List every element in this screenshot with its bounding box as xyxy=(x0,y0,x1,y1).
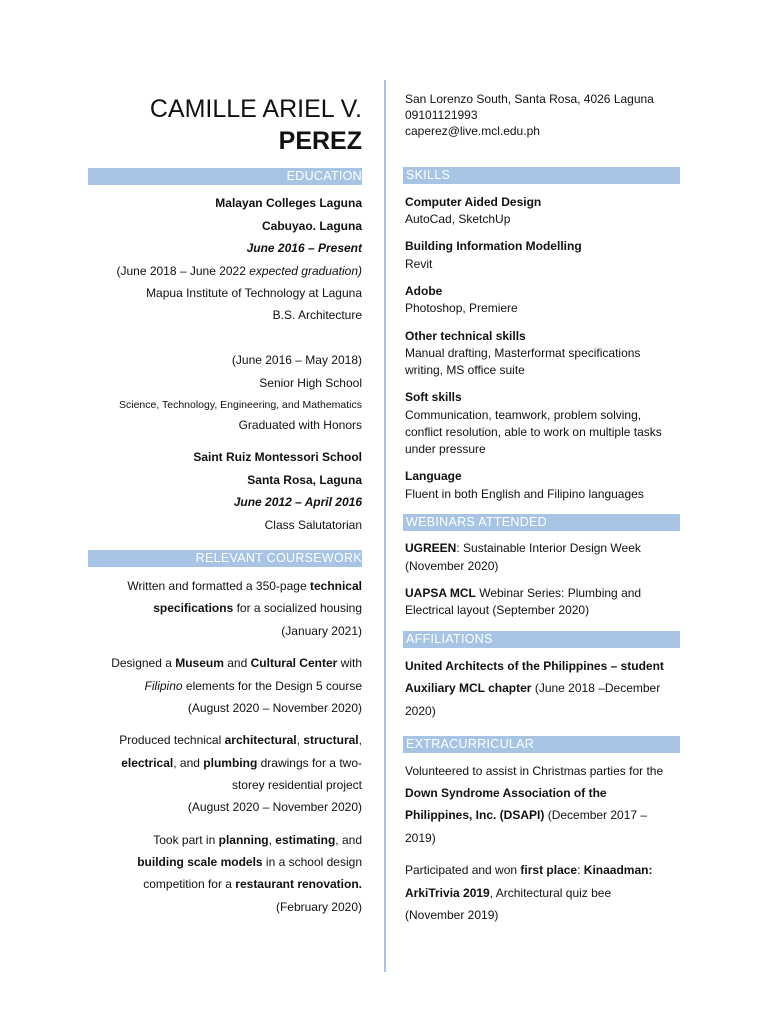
skill-text: under pressure xyxy=(405,442,486,456)
name-last: PEREZ xyxy=(278,127,362,155)
school-honor: Class Salutatorian xyxy=(264,518,362,532)
skill-title: Adobe xyxy=(405,284,443,298)
program-degree: B.S. Architecture xyxy=(272,308,362,322)
affiliation-line: 2020) xyxy=(405,704,436,718)
extracurricular-line: (November 2019) xyxy=(405,908,499,922)
school-location: Santa Rosa, Laguna xyxy=(247,473,362,487)
skill-title: Computer Aided Design xyxy=(405,195,542,209)
school-location: Cabuyao. Laguna xyxy=(261,219,362,233)
program-institution: Mapua Institute of Technology at Laguna xyxy=(146,286,362,300)
extracurricular-line: Philippines, Inc. (DSAPI) (December 2017 – xyxy=(405,808,648,822)
program-honor: Graduated with Honors xyxy=(238,418,362,432)
coursework-line: electrical, and plumbing drawings for a two- xyxy=(121,756,362,770)
school-name: Saint Ruiz Montessori School xyxy=(193,450,362,464)
skill-text: AutoCad, SketchUp xyxy=(405,212,511,226)
skill-text: writing, MS office suite xyxy=(405,363,525,377)
coursework-line: Designed a Museum and Cultural Center with xyxy=(111,656,362,670)
coursework-line: competition for a restaurant renovation. xyxy=(143,877,362,891)
skill-text: conflict resolution, able to work on multiple tasks xyxy=(405,425,662,439)
program-dates: (June 2016 – May 2018) xyxy=(231,353,362,367)
coursework-heading: RELEVANT COURSEWORK xyxy=(88,550,362,567)
extracurricular-line: Down Syndrome Association of the xyxy=(405,786,607,800)
coursework-date: (January 2021) xyxy=(281,624,362,638)
school-dates: June 2016 – Present xyxy=(246,241,362,255)
phone: 09101121993 xyxy=(405,108,478,122)
webinar-line: (November 2020) xyxy=(405,559,499,573)
skill-title: Language xyxy=(405,469,462,483)
coursework-line: Produced technical architectural, structural, xyxy=(119,733,362,747)
webinar-line: UAPSA MCL Webinar Series: Plumbing and xyxy=(405,586,642,600)
coursework-line: specifications for a socialized housing xyxy=(153,601,362,615)
school-dates: June 2012 – April 2016 xyxy=(233,495,362,509)
address: San Lorenzo South, Santa Rosa, 4026 Laguna xyxy=(405,92,654,106)
program-strand: Science, Technology, Engineering, and Mathematics xyxy=(118,399,362,411)
coursework-line: Filipino elements for the Design 5 course xyxy=(144,679,362,693)
column-divider xyxy=(384,80,386,972)
program-dates: (June 2018 – June 2022 expected graduation) xyxy=(116,264,362,278)
extracurricular-line: ArkiTrivia 2019, Architectural quiz bee xyxy=(405,886,612,900)
skill-text: Fluent in both English and Filipino languages xyxy=(405,487,644,501)
skill-text: Manual drafting, Masterformat specifications xyxy=(405,346,641,360)
name-first: CAMILLE ARIEL V. xyxy=(149,95,362,123)
extracurricular-line: Participated and won first place: Kinaadman: xyxy=(405,863,653,877)
education-heading: EDUCATION xyxy=(88,168,362,185)
affiliation-line: United Architects of the Philippines – student xyxy=(405,659,664,673)
skill-text: Revit xyxy=(405,257,433,271)
school-name: Malayan Colleges Laguna xyxy=(215,196,362,210)
coursework-date: (August 2020 – November 2020) xyxy=(187,800,362,814)
skill-title: Soft skills xyxy=(405,390,462,404)
affiliations-heading: AFFILIATIONS xyxy=(403,631,680,648)
skill-text: Communication, teamwork, problem solving, xyxy=(405,408,642,422)
webinars-heading: WEBINARS ATTENDED xyxy=(403,514,680,531)
webinar-line: Electrical layout (September 2020) xyxy=(405,603,590,617)
skills-heading: SKILLS xyxy=(403,167,680,184)
affiliation-line: Auxiliary MCL chapter (June 2018 –December xyxy=(405,681,661,695)
webinar-line: UGREEN: Sustainable Interior Design Week xyxy=(405,541,641,555)
coursework-date: (February 2020) xyxy=(275,900,362,914)
program-level: Senior High School xyxy=(259,376,362,390)
skill-text: Photoshop, Premiere xyxy=(405,301,518,315)
coursework-line: Written and formatted a 350-page technical xyxy=(127,579,362,593)
extracurricular-line: Volunteered to assist in Christmas parties for the xyxy=(405,764,664,778)
skill-title: Other technical skills xyxy=(405,329,526,343)
extracurricular-heading: EXTRACURRICULAR xyxy=(403,736,680,753)
coursework-line: storey residential project xyxy=(231,778,362,792)
email: caperez@live.mcl.edu.ph xyxy=(405,124,540,138)
extracurricular-line: 2019) xyxy=(405,831,436,845)
coursework-line: building scale models in a school design xyxy=(137,855,362,869)
skill-title: Building Information Modelling xyxy=(405,239,582,253)
coursework-date: (August 2020 – November 2020) xyxy=(187,701,362,715)
coursework-line: Took part in planning, estimating, and xyxy=(153,833,362,847)
